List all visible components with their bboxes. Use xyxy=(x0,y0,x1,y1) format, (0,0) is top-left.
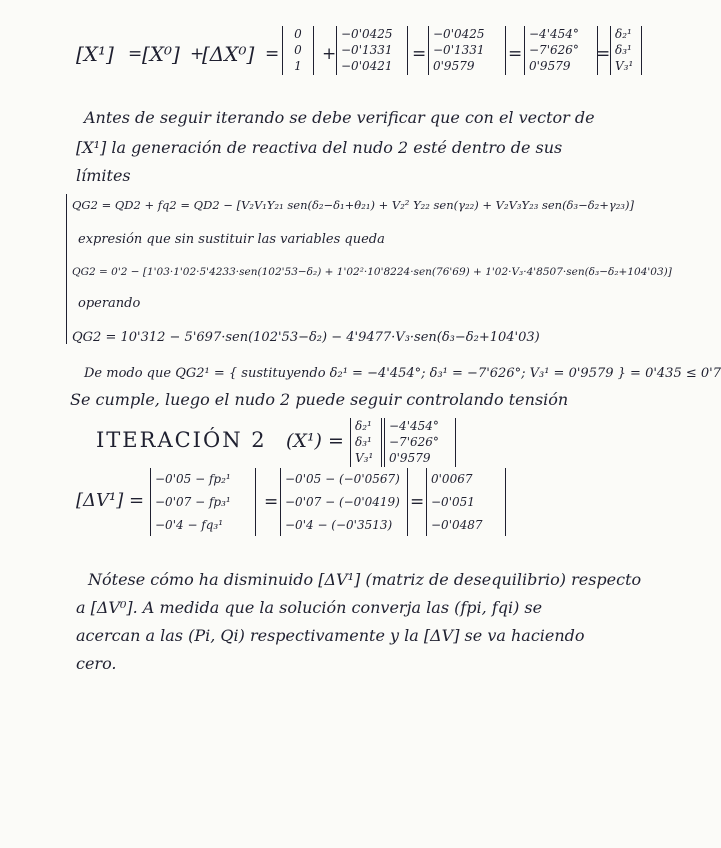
correction-vector: −0'0425 −0'1331 −0'0421 xyxy=(336,26,408,75)
plus-sign: + xyxy=(190,44,205,64)
text-line: expresión que sin sustituir las variables queda xyxy=(78,232,385,247)
equals-sign: = xyxy=(596,44,611,64)
values-vector: −4'454° −7'626° 0'9579 xyxy=(384,418,456,467)
text-line: a [ΔV⁰]. A medida que la solución converja las (fpi, fqi) se xyxy=(76,598,543,617)
equals-sign: = xyxy=(508,44,523,64)
text-line: Se cumple, luego el nudo 2 puede seguir controlando tensión xyxy=(70,390,569,409)
section-title: ITERACIÓN 2 xyxy=(96,428,267,452)
variables-vector: δ₂¹ δ₃¹ V₃¹ xyxy=(350,418,382,467)
x-old-matrix: [X⁰] xyxy=(142,42,180,66)
plus-sign: + xyxy=(322,44,337,64)
equals-sign: = xyxy=(264,492,279,512)
mismatch-vector-symbolic: −0'05 − fp₂¹ −0'07 − fp₃¹ −0'4 − fq₃¹ xyxy=(150,468,256,536)
text-line: Nótese cómo ha disminuido [ΔV¹] (matriz de desequilibrio) respecto xyxy=(88,570,642,589)
text-line: Antes de seguir iterando se debe verificar que con el vector de xyxy=(84,108,595,127)
delta-x-matrix: [ΔX⁰] xyxy=(202,42,255,66)
equation-qg2-general: QG2 = QD2 + fq2 = QD2 − [V₂V₁Y₂₁ sen(δ₂−δ₁+θ₂₁) + V₂² Y₂₂ sen(γ₂₂) + V₂V₃Y₂₃ sen(δ₃−δ₂+γ₂₃)] xyxy=(72,198,634,212)
equals-sign: = xyxy=(412,44,427,64)
variables-vector: δ₂¹ δ₃¹ V₃¹ xyxy=(610,26,642,75)
mismatch-vector-result: 0'0067 −0'051 −0'0487 xyxy=(426,468,506,536)
text-line: límites xyxy=(76,166,131,185)
result-vector: −0'0425 −0'1331 0'9579 xyxy=(428,26,506,75)
mismatch-vector-substituted: −0'05 − (−0'0567) −0'07 − (−0'0419) −0'4 − (−0'3513) xyxy=(280,468,408,536)
x-new-matrix: [X¹] xyxy=(76,42,114,66)
brace-line xyxy=(66,194,67,344)
equals-sign: = xyxy=(265,44,280,64)
equation-qg2-simplified: QG2 = 10'312 − 5'697·sen(102'53−δ₂) − 4'9477·V₃·sen(δ₃−δ₂+104'03) xyxy=(72,330,540,345)
delta-v-label: [ΔV¹] = xyxy=(76,490,145,511)
text-line: acercan a las (Pi, Qi) respectivamente y la [ΔV] se va haciendo xyxy=(76,626,585,645)
equals-sign: = xyxy=(128,44,143,64)
equation-qg2-numeric: QG2 = 0'2 − [1'03·1'02·5'4233·sen(102'53−δ₂) + 1'02²·10'8224·sen(76'69) + 1'02·V₃·4'8507·sen(δ₃−δ₂+104'03)] xyxy=(72,266,672,278)
text-line: [X¹] la generación de reactiva del nudo 2 esté dentro de sus xyxy=(76,138,563,157)
text-line: operando xyxy=(78,296,141,311)
equals-sign: = xyxy=(410,492,425,512)
text-line: cero. xyxy=(76,654,117,673)
result-degrees-vector: −4'454° −7'626° 0'9579 xyxy=(524,26,598,75)
initial-vector: 0 0 1 xyxy=(282,26,314,75)
text-line: De modo que QG2¹ = { sustituyendo δ₂¹ = −4'454°; δ₃¹ = −7'626°; V₃¹ = 0'9579 } = 0'435 ≤ 0'7 xyxy=(84,366,721,381)
x-vector-label: (X¹) = xyxy=(286,430,344,452)
